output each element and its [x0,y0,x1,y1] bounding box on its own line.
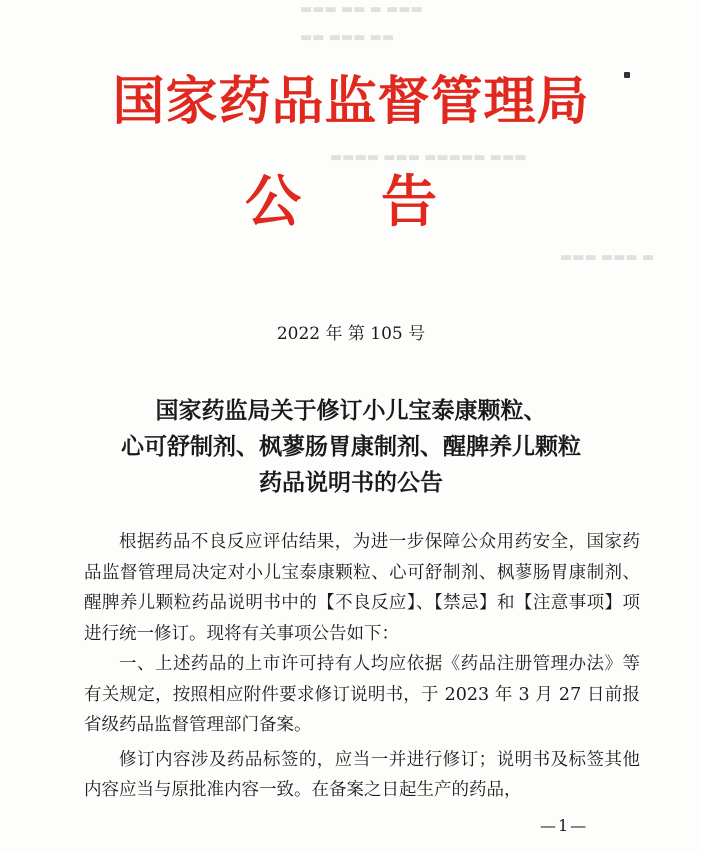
notice-heading: 公告 [245,169,517,235]
page-number: —1— [540,816,589,835]
announcement-title [40,393,662,501]
paragraph-1: 根据药品不良反应评估结果，为进一步保障公众用药安全，国家药品监督管理局决定对小儿宝泰康颗粒、心可舒制剂、枫蓼肠胃康制剂、醒脾养儿颗粒药品说明书中的【不良反应】、【禁忌】和【注意事项】项进行统一修订。现将有关事项公告如下： [84,532,640,644]
paragraph-3: 修订内容涉及药品标签的，应当一并进行修订；说明书及标签其他内容应当与原批准内容一致。在备案之日起生产的药品， [84,749,640,800]
paragraph-2: 一、上述药品的上市许可持有人均应依据《药品注册管理办法》等有关规定，按照相应附件要求修订说明书，于 2023 年 3 月 27 日前报省级药品监督管理部门备案。 [84,654,640,735]
title-line-3: 药品说明书的公告 [259,469,443,496]
document-number: 2022 年 第 105 号 [276,324,426,344]
title-line-2: 心可舒制剂、枫蓼肠胃康制剂、醒脾养儿颗粒 [121,433,581,460]
show-through-artifact: ▬▬▬ ▬▬▬ ▬ [560,250,655,265]
announcement-body [84,527,640,806]
show-through-artifact: ▬▬▬▬ ▬▬▬ ▬▬▬▬▬ ▬▬▬ [330,150,527,165]
show-through-artifact: ▬▬▬ ▬▬ ▬ ▬▬▬ [300,2,423,17]
show-through-artifact: ▬▬ ▬▬▬ ▬▬ [300,30,395,45]
agency-header: 国家药品监督管理局 [112,71,590,132]
title-line-1: 国家药监局关于修订小儿宝泰康颗粒、 [155,397,547,424]
